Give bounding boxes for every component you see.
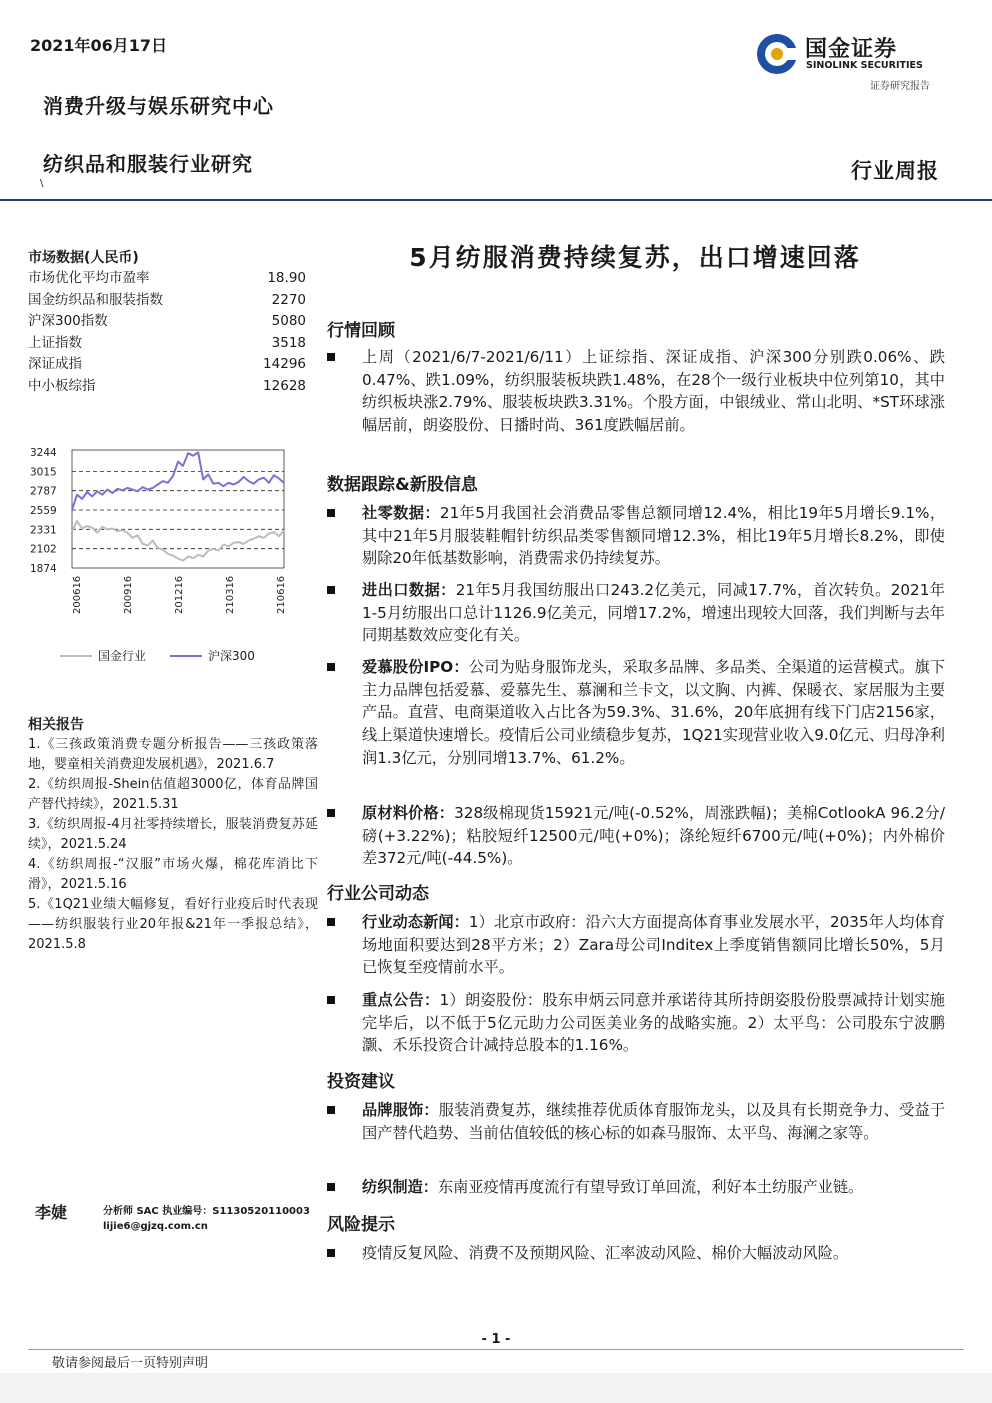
section-heading: 风险提示 <box>327 1215 395 1235</box>
header-divider <box>0 199 992 201</box>
bullet-square-icon <box>327 586 335 594</box>
related-reports-title: 相关报告 <box>28 717 84 733</box>
related-reports-list <box>28 735 318 955</box>
market-data-row <box>28 268 306 290</box>
industry-research: 纺织品和服装行业研究 <box>43 152 253 176</box>
bullet-lead: 爱慕股份IPO： <box>362 658 469 676</box>
bullet-item <box>327 346 945 437</box>
related-report-item[interactable]: 1.《三孩政策消费专题分析报告——三孩政策落地，婴童相关消费迎发展机遇》，2021.6.7 <box>28 737 318 772</box>
bullet-body: 1）北京市政府：沿六大方面提高体育事业发展水平，2035年人均体育场地面积要达到28平方米；2）Zara母公司Inditex上季度销售额同比增长50%，5月已恢复至疫情前水平。 <box>362 913 945 977</box>
y-tick-label: 2331 <box>30 524 57 537</box>
bullet-body: 公司为贴身服饰龙头，采取多品牌、多品类、全渠道的运营模式。旗下主力品牌包括爱慕、爱慕先生、慕澜和兰卡文，以文胸、内裤、保暖衣、家居服为主要产品。直营、电商渠道收入占比各为59.3%、31.6%，20年底拥有线下门店2156家，线上渠道快速增长。疫情后公司业绩稳步复苏，1Q21实现营业收入9.0亿元、归母净利润1.3亿元，分别同增13.7%、61.2%。 <box>362 658 946 767</box>
footer-disclaimer: 敬请参阅最后一页特别声明 <box>52 1356 209 1371</box>
market-data-label: 中小板综指 <box>28 377 96 394</box>
market-data-value: 3518 <box>271 334 306 351</box>
company-logo <box>755 30 955 90</box>
bullet-square-icon <box>327 353 335 361</box>
section-heading: 数据跟踪&新股信息 <box>327 475 478 495</box>
bullet-text <box>362 989 945 1057</box>
market-data-title: 市场数据(人民币) <box>28 250 139 266</box>
bullet-text <box>362 1176 945 1199</box>
bullet-item <box>327 502 945 570</box>
legend-item <box>60 647 146 664</box>
footer-divider <box>28 1349 964 1350</box>
market-data-row <box>28 354 306 376</box>
market-data-row <box>28 311 306 333</box>
bullet-body: 21年5月我国社会消费品零售总额同增12.4%，相比19年5月增长9.1%，其中21年5月服装鞋帽针纺织品类零售额同增12.3%，相比19年5月增长8.2%，即使剔除20年低基数影响，消费需求仍持续复苏。 <box>362 504 946 568</box>
y-tick-label: 2102 <box>30 543 57 556</box>
research-center: 消费升级与娱乐研究中心 <box>43 94 274 118</box>
bullet-body: 东南亚疫情再度流行有望导致订单回流，利好本土纺服产业链。 <box>437 1178 864 1196</box>
chart-legend <box>60 647 320 664</box>
bullet-item <box>327 1176 945 1199</box>
bullet-lead: 纺织制造： <box>362 1178 438 1196</box>
market-data-label: 国金纺织品和服装指数 <box>28 291 163 308</box>
report-date: 2021年06月17日 <box>30 36 168 55</box>
series-line-0 <box>72 521 284 561</box>
related-report-item[interactable]: 2.《纺织周报-Shein估值超3000亿，体育品牌国产替代持续》，2021.5.31 <box>28 777 318 812</box>
bullet-square-icon <box>327 1249 335 1257</box>
bullet-lead: 品牌服饰： <box>362 1101 439 1119</box>
bullet-square-icon <box>327 918 335 926</box>
bullet-lead: 进出口数据： <box>362 581 456 599</box>
x-tick-label: 210616 <box>276 575 287 614</box>
bullet-square-icon <box>327 1183 335 1191</box>
market-data-value: 18.90 <box>267 270 306 286</box>
analyst-name: 李婕 <box>35 1203 68 1222</box>
bullet-square-icon <box>327 1106 335 1114</box>
legend-swatch <box>60 655 92 657</box>
market-data-value: 2270 <box>271 291 306 308</box>
stray-mark: \ <box>40 178 44 189</box>
market-data-row <box>28 376 306 398</box>
bullet-item <box>327 1242 945 1265</box>
series-line-1 <box>72 452 284 510</box>
bullet-body: 服装消费复苏，继续推荐优质体育服饰龙头，以及具有长期竞争力、受益于国产替代趋势、当前估值较低的核心标的如森马服饰、太平鸟、海澜之家等。 <box>362 1101 946 1142</box>
y-tick-label: 1874 <box>30 563 57 575</box>
bullet-square-icon <box>327 809 335 817</box>
y-tick-label: 3015 <box>30 466 57 479</box>
related-report-item[interactable]: 3.《纺织周报-4月社零持续增长，服装消费复苏延续》，2021.5.24 <box>28 817 318 852</box>
bullet-item <box>327 802 945 870</box>
legend-swatch <box>170 655 202 657</box>
section-heading: 行业公司动态 <box>327 884 429 904</box>
bullet-square-icon <box>327 509 335 517</box>
market-data-label: 深证成指 <box>28 356 82 372</box>
market-data-table <box>28 268 306 397</box>
logo-subtitle: 证券研究报告 <box>870 81 930 92</box>
bullet-body: 上周（2021/6/7-2021/6/11）上证综指、深证成指、沪深300分别跌0.06%、跌0.47%、跌1.09%，纺织服装板块跌1.48%，在28个一级行业板块中位列第10，其中纺织板块涨2.79%、服装板块跌3.31%。个股方面，中银绒业、常山北明、*ST环球涨幅居前，朗姿股份、日播时尚、361度跌幅居前。 <box>362 348 945 435</box>
bullet-text <box>362 1099 945 1144</box>
market-data-value: 5080 <box>271 313 306 329</box>
related-report-item[interactable]: 4.《纺织周报-“汉服”市场火爆，棉花库消比下滑》，2021.5.16 <box>28 857 318 892</box>
bullet-square-icon <box>327 996 335 1004</box>
bullet-item <box>327 911 945 979</box>
market-data-label: 上证指数 <box>28 334 82 351</box>
market-data-value: 12628 <box>263 377 306 394</box>
market-data-row <box>28 333 306 355</box>
market-data-row <box>28 290 306 312</box>
bullet-lead: 行业动态新闻： <box>362 913 469 931</box>
bullet-text <box>362 502 945 570</box>
bullet-text <box>362 346 945 437</box>
market-data-label: 沪深300指数 <box>28 313 108 329</box>
analyst-email[interactable]: lijie6@gjzq.com.cn <box>103 1221 208 1232</box>
market-data-label: 市场优化平均市盈率 <box>28 270 150 286</box>
section-heading: 行情回顾 <box>327 321 395 341</box>
y-tick-label: 2787 <box>30 485 57 498</box>
bullet-item <box>327 989 945 1057</box>
bullet-text <box>362 579 945 647</box>
bullet-lead: 社零数据： <box>362 504 440 522</box>
bullet-body: 21年5月我国纺服出口243.2亿美元，同减17.7%，首次转负。2021年1-5月纺服出口总计1126.9亿美元，同增17.2%，增速出现较大回落，我们判断与去年同期基数效应变化有关。 <box>362 581 945 645</box>
market-data-value: 14296 <box>263 356 306 372</box>
bullet-lead: 原材料价格： <box>362 804 455 822</box>
y-tick-label: 3244 <box>30 447 57 459</box>
analyst-cert: 分析师 SAC 执业编号：S1130520110003 <box>103 1206 310 1217</box>
report-type: 行业周报 <box>851 159 939 183</box>
bullet-body: 疫情反复风险、消费不及预期风险、汇率波动风险、棉价大幅波动风险。 <box>362 1244 848 1262</box>
legend-item <box>170 647 255 664</box>
bullet-item <box>327 656 945 770</box>
bullet-square-icon <box>327 663 335 671</box>
bullet-text <box>362 802 945 870</box>
analyst-info <box>103 1204 310 1234</box>
bullet-text <box>362 911 945 979</box>
bullet-text <box>362 656 945 770</box>
x-tick-label: 210316 <box>225 575 236 614</box>
index-line-chart <box>28 440 310 640</box>
bullet-body: 328级棉现货15921元/吨(-0.52%，周涨跌幅)；美棉CotlookA 96.2分/磅(+3.22%)；粘胶短纤12500元/吨(+0%)；涤纶短纤6700元/吨(+0%)；内外棉价差372元/吨(-44.5%)。 <box>362 804 945 868</box>
bullet-lead: 重点公告： <box>362 991 440 1009</box>
page-number: - 1 - <box>481 1332 511 1347</box>
x-tick-label: 201216 <box>174 575 185 614</box>
logo-text-en: SINOLINK SECURITIES <box>806 60 923 71</box>
footer-band <box>0 1373 992 1403</box>
legend-label: 国金行业 <box>98 649 147 663</box>
section-heading: 投资建议 <box>327 1072 395 1092</box>
bullet-item <box>327 579 945 647</box>
bullet-text <box>362 1242 945 1265</box>
legend-label: 沪深300 <box>208 649 255 663</box>
bullet-item <box>327 1099 945 1144</box>
sinolink-logo-icon <box>755 32 799 76</box>
chart-frame <box>72 450 284 568</box>
x-tick-label: 200916 <box>123 575 134 614</box>
y-tick-label: 2559 <box>30 505 57 517</box>
related-report-item[interactable]: 5.《1Q21业绩大幅修复，看好行业疫后时代表现——纺织服装行业20年报&21年一季报总结》，2021.5.8 <box>28 897 318 952</box>
x-tick-label: 200616 <box>72 575 83 614</box>
logo-text-cn: 国金证券 <box>805 37 898 62</box>
bullet-body: 1）朗姿股份：股东申炳云同意并承诺待其所持朗姿股份股票减持计划实施完毕后，以不低于5亿元助力公司医美业务的战略实施。2）太平鸟：公司股东宁波鹏灏、禾乐投资合计减持总股本的1.16%。 <box>362 991 945 1055</box>
report-title: 5月纺服消费持续复苏，出口增速回落 <box>409 243 861 272</box>
